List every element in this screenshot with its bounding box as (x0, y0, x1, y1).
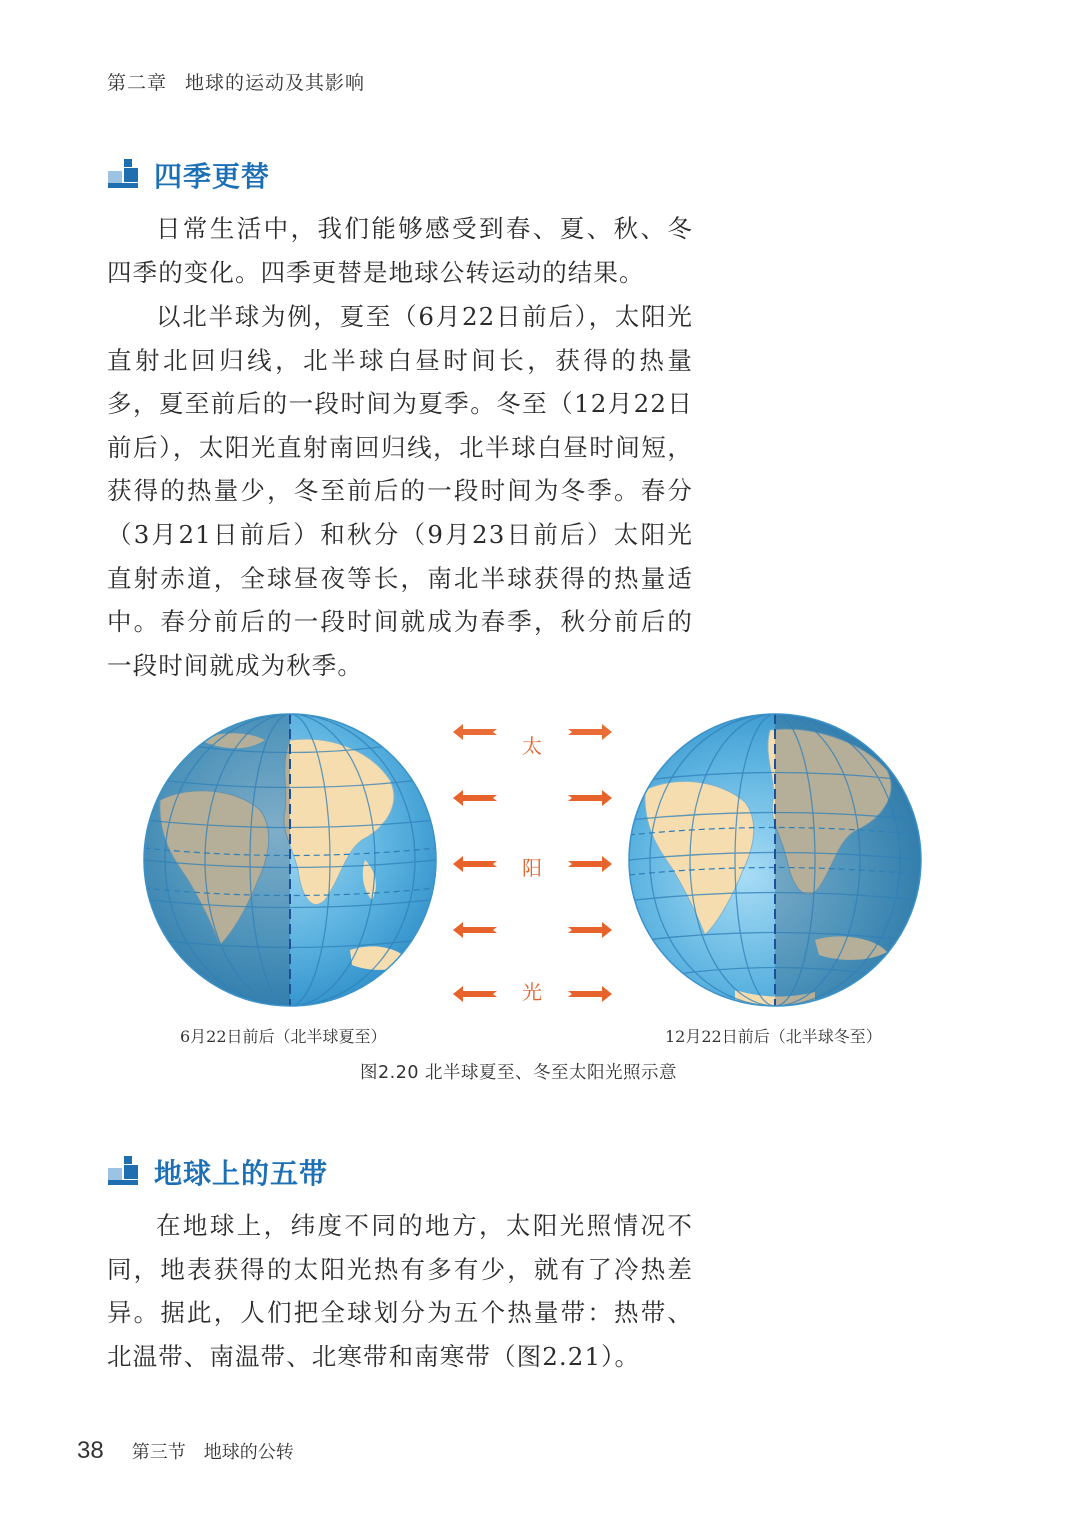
footer-section: 第三节 (131, 1442, 186, 1463)
paragraph-seasons-intro: 日常生活中，我们能够感受到春、夏、秋、冬四季的变化。四季更替是地球公转运动的结果。 (107, 214, 693, 287)
paragraph-seasons-detail: 以北半球为例，夏至（6月22日前后），太阳光直射北回归线，北半球白昼时间长，获得的热量多，夏至前后的一段时间为夏季。冬至（12月22日前后），太阳光直射南回归线，北半球白昼时间短，获得的热量少，冬至前后的一段时间为冬季。春分（3月21日前后）和秋分（9月23日前后）太阳光直射赤道，全球昼夜等长，南北半球获得的热量适中。春分前后的一段时间就成为春季，秋分前后的一段时间就成为秋季。 (107, 302, 693, 680)
page-number: 38 (77, 1437, 104, 1464)
chapter-number: 第二章 (107, 72, 168, 94)
section-heading-seasons (108, 155, 270, 195)
sun-label-yang: 阳 (522, 856, 542, 880)
globe-summer-solstice (140, 710, 440, 1010)
globe-winter-solstice (625, 710, 925, 1010)
chapter-header (107, 68, 365, 95)
paragraph-five-zones: 在地球上，纬度不同的地方，太阳光照情况不同，地表获得的太阳光热有多有少，就有了冷热差异。据此，人们把全球划分为五个热量带：热带、北温带、南温带、北寒带和南寒带（图2.21）。 (107, 1211, 693, 1371)
page-footer (77, 1437, 294, 1465)
section-title: 地球上的五带 (154, 1157, 329, 1190)
figure-sunlight-diagram (140, 710, 940, 1020)
section-squares-icon (108, 159, 140, 191)
section-heading-five-zones (108, 1152, 328, 1192)
caption-winter-solstice: 12月22日前后（北半球冬至） (665, 1027, 882, 1046)
section-title: 四季更替 (154, 160, 271, 193)
sun-label-tai: 太 (522, 734, 542, 758)
sun-label-guang: 光 (522, 980, 542, 1004)
caption-summer-solstice: 6月22日前后（北半球夏至） (180, 1027, 387, 1046)
footer-section-title: 地球的公转 (203, 1442, 294, 1463)
section-squares-icon (108, 1156, 140, 1188)
chapter-title: 地球的运动及其影响 (185, 72, 366, 94)
figure-caption: 图2.20 北半球夏至、冬至太阳光照示意 (360, 1063, 678, 1083)
